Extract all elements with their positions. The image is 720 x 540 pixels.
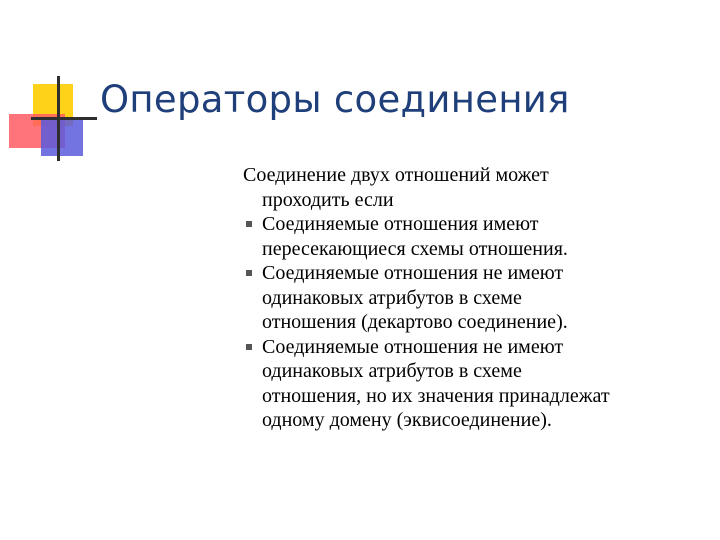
- bullet-square-icon: [246, 221, 252, 227]
- logo-horizontal-line: [31, 117, 97, 120]
- bullet-line: отношения (декартово соединение).: [262, 311, 568, 333]
- bullet-line: одинаковых атрибутов в схеме: [262, 360, 522, 382]
- bullet-square-icon: [246, 270, 252, 276]
- intro-line: проходить если: [262, 188, 394, 211]
- intro-paragraph: [243, 163, 703, 212]
- bullet-line: одинаковых атрибутов в схеме: [262, 286, 522, 309]
- slide-title: Операторы соединения: [100, 78, 570, 121]
- bullet-line: Соединяемые отношения не имеют: [262, 262, 564, 284]
- bullet-line: Соединяемые отношения не имеют: [262, 335, 564, 358]
- bullet-item: [243, 261, 703, 335]
- logo-blue-square: [41, 118, 83, 156]
- bullet-item: [243, 212, 703, 261]
- bullet-line: одному домену (эквисоединение).: [262, 409, 552, 431]
- bullet-square-icon: [246, 344, 252, 350]
- bullet-list: [243, 212, 703, 433]
- intro-line: Соединение двух отношений может: [243, 164, 549, 186]
- slide-body: [243, 163, 703, 433]
- bullet-item: [243, 335, 703, 433]
- bullet-line: пересекающиеся схемы отношения.: [262, 237, 568, 260]
- bullet-line: отношения, но их значения принадлежат: [262, 384, 610, 407]
- bullet-line: Соединяемые отношения имеют: [262, 213, 539, 235]
